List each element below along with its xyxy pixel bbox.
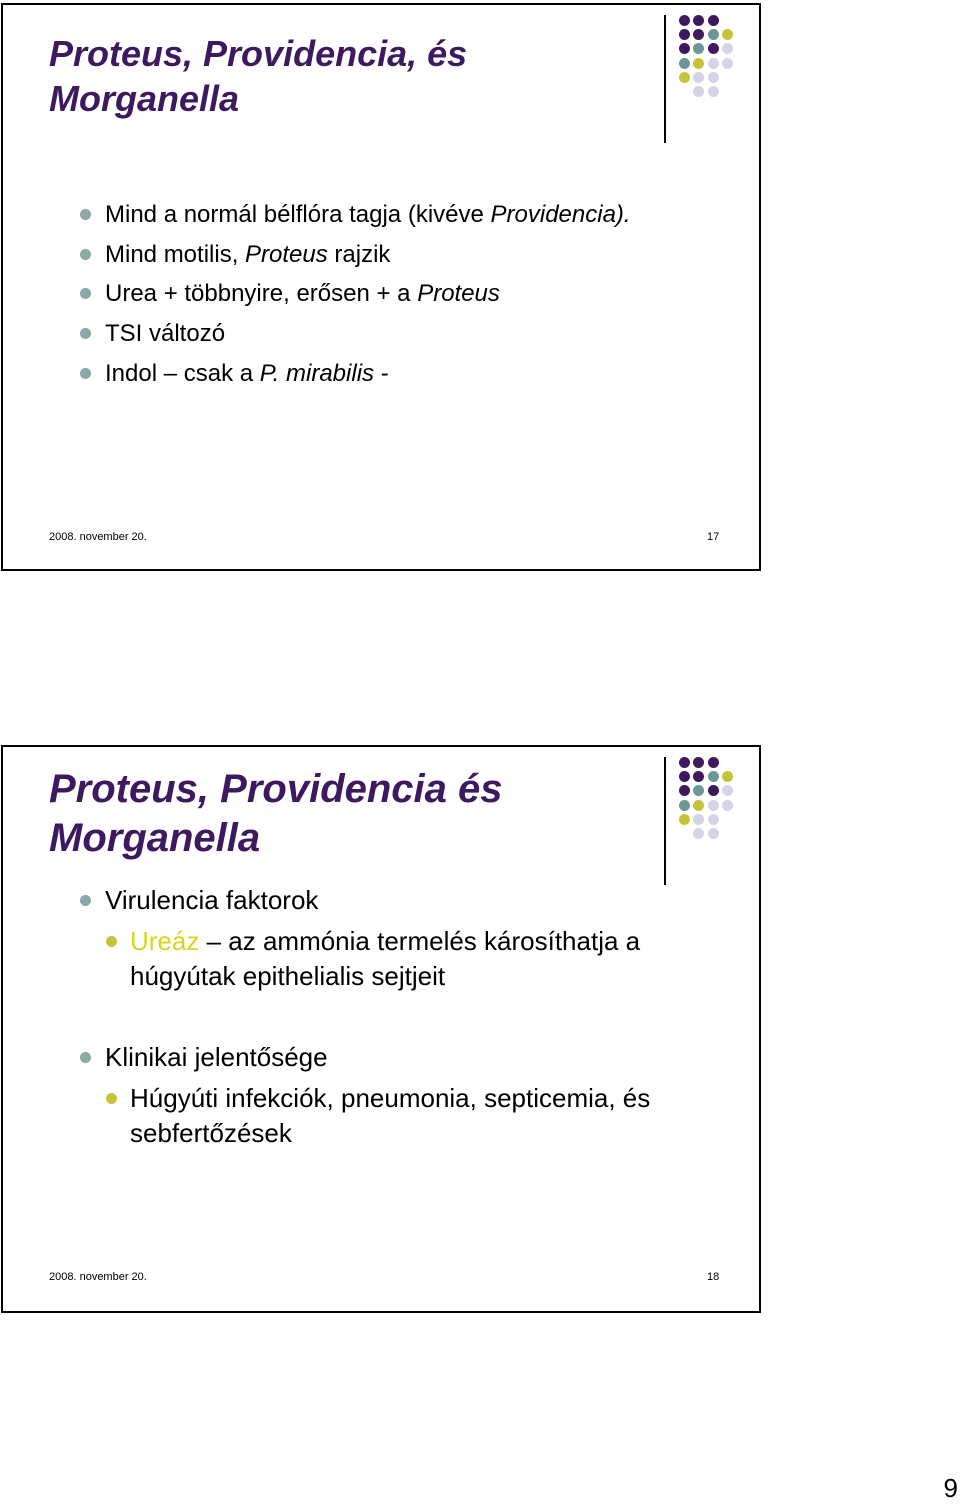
decorative-dot-grid [679,757,759,867]
slide-number: 17 [707,531,720,543]
list-item [3,354,759,394]
teal-dot-icon [679,58,690,69]
lavender-dot-icon [722,800,733,811]
olive-dot-icon [679,814,690,825]
lavender-dot-icon [722,58,733,69]
bullet-text: Urea + többnyire, erősen + a [105,280,418,308]
lavender-dot-icon [693,814,704,825]
sub-bullet-icon [106,936,117,947]
bullet-text-italic: Proteus [245,240,328,268]
decorative-dot-grid [679,15,759,125]
purple-dot-icon [708,757,719,768]
title-line-1: Proteus, Providencia, és [49,33,468,74]
sub-list-item [3,924,759,994]
lavender-dot-icon [708,814,719,825]
footer-date: 2008. november 20. [49,1271,147,1283]
lavender-dot-icon [708,800,719,811]
purple-dot-icon [679,785,690,796]
bullet-icon [80,895,91,906]
olive-dot-icon [722,29,733,40]
bullet-text: - [374,359,389,387]
sub-list-item [3,1081,759,1151]
footer-date: 2008. november 20. [49,531,147,543]
bullet-icon [80,209,91,220]
bullet-icon [80,249,91,260]
title-line-2: Morganella [49,816,261,860]
bullet-text: Mind motilis, [105,240,246,268]
lavender-dot-icon [722,785,733,796]
bullet-list [3,195,759,394]
bullet-text-italic: Providencia). [490,201,631,228]
list-item [3,883,759,918]
purple-dot-icon [708,43,719,54]
page-number: 9 [943,1473,958,1503]
purple-dot-icon [679,757,690,768]
lavender-dot-icon [693,828,704,839]
bullet-list [3,883,759,1151]
title-divider [664,757,666,885]
title-divider [664,15,666,143]
sub-text-line-2: sebfertőzések [130,1118,292,1148]
olive-dot-icon [679,72,690,83]
purple-dot-icon [679,771,690,782]
list-item [3,314,759,354]
bullet-icon [80,328,91,339]
list-item [3,235,759,275]
sub-text: Húgyúti infekciók, pneumonia, septicemia, és [130,1083,651,1113]
purple-dot-icon [693,771,704,782]
sub-text: – az ammónia termelés károsíthatja a [199,926,641,956]
sub-bullet-icon [106,1093,117,1104]
bullet-text: Mind a normál bélflóra tagja (kivéve [105,201,491,228]
lavender-dot-icon [708,828,719,839]
slide-17 [1,3,761,571]
bullet-text: Indol – csak a [105,359,260,387]
purple-dot-icon [693,29,704,40]
bullet-icon [80,1052,91,1063]
slide-18 [1,745,761,1313]
teal-dot-icon [679,800,690,811]
teal-dot-icon [693,43,704,54]
bullet-icon [80,368,91,379]
bullet-icon [80,288,91,299]
bullet-text-italic: P. mirabilis [259,359,375,387]
bullet-text: Klinikai jelentősége [105,1042,328,1072]
highlight-term: Ureáz [130,926,200,956]
purple-dot-icon [693,15,704,26]
teal-dot-icon [693,785,704,796]
bullet-text-italic: Proteus [417,280,500,308]
lavender-dot-icon [708,86,719,97]
purple-dot-icon [679,15,690,26]
slide-number: 18 [707,1271,720,1283]
olive-dot-icon [693,800,704,811]
slide-title [49,765,649,863]
purple-dot-icon [693,757,704,768]
list-item [3,195,759,235]
title-line-1: Proteus, Providencia és [49,767,503,811]
olive-dot-icon [693,58,704,69]
teal-dot-icon [708,771,719,782]
list-item [3,274,759,314]
sub-text-line-2: húgyútak epithelialis sejtjeit [130,961,446,991]
lavender-dot-icon [693,72,704,83]
purple-dot-icon [708,785,719,796]
olive-dot-icon [722,771,733,782]
lavender-dot-icon [708,58,719,69]
purple-dot-icon [708,15,719,26]
bullet-text: TSI változó [105,320,226,348]
purple-dot-icon [679,29,690,40]
purple-dot-icon [679,43,690,54]
bullet-text: Virulencia faktorok [105,885,319,915]
title-line-2: Morganella [49,78,240,119]
list-item [3,1040,759,1075]
teal-dot-icon [708,29,719,40]
lavender-dot-icon [693,86,704,97]
lavender-dot-icon [722,43,733,54]
lavender-dot-icon [708,72,719,83]
slide-title [49,31,649,121]
bullet-text: rajzik [327,240,391,268]
